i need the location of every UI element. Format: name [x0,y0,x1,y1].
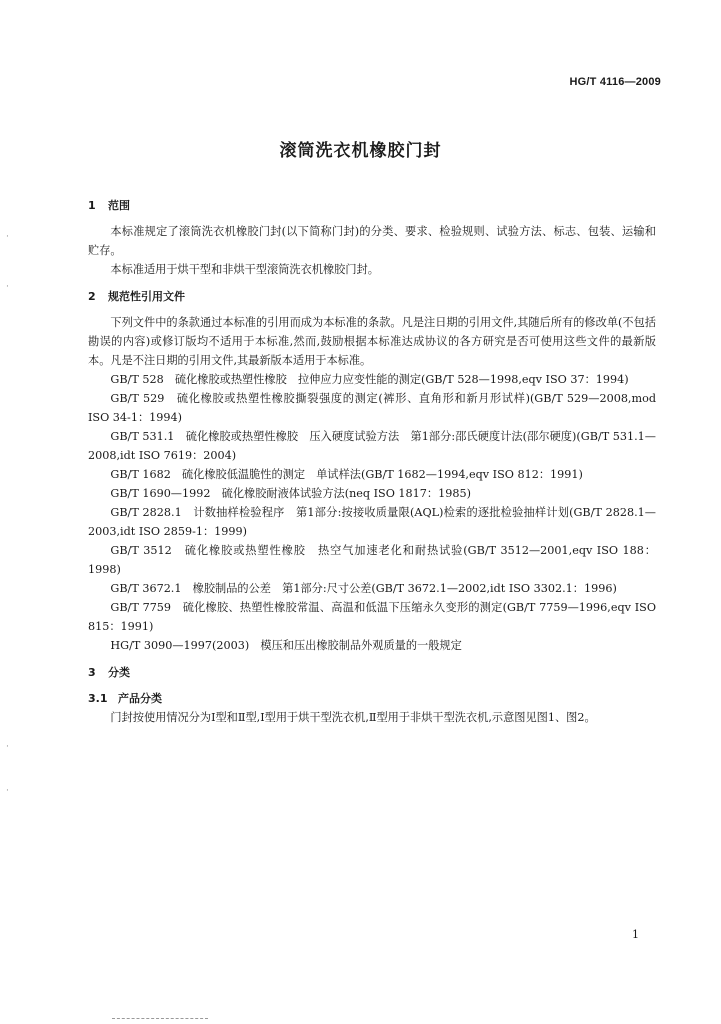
scan-margin-mark: · [6,786,9,796]
subsection-number: 3.1 [88,692,108,705]
scope-paragraph: 本标准规定了滚筒洗衣机橡胶门封(以下简称门封)的分类、要求、检验规则、试验方法、标志、包装、运输和贮存。 [88,225,656,257]
section-title: 范围 [108,199,130,212]
section-number: 3 [88,666,96,679]
page-number: 1 [632,928,639,941]
reference-item: GB/T 2828.1 计数抽样检验程序 第1部分:按接收质量限(AQL)检索的逐批检验抽样计划(GB/T 2828.1—2003,idt ISO 2859-1：1999) [88,506,656,538]
scan-edge-line [112,1018,208,1019]
document-title: 滚筒洗衣机橡胶门封 [279,141,442,161]
reference-item: GB/T 1682 硫化橡胶低温脆性的测定 单试样法(GB/T 1682—1994,eqv ISO 812：1991) [110,468,583,481]
scope-applicability-paragraph: 本标准适用于烘干型和非烘干型滚筒洗衣机橡胶门封。 [110,263,379,276]
reference-item: GB/T 1690—1992 硫化橡胶耐液体试验方法(neq ISO 1817：1985) [110,487,471,500]
normative-refs-intro: 下列文件中的条款通过本标准的引用而成为本标准的条款。凡是注日期的引用文件,其随后所有的修改单(不包括勘误的内容)或修订版均不适用于本标准,然而,鼓励根据本标准达成协议的各方研究是否可使用这些文件的最新版本。凡是不注日期的引用文件,其最新版本适用于本标准。 [88,316,656,367]
scan-margin-mark: · [6,232,9,242]
reference-item: HG/T 3090—1997(2003) 模压和压出橡胶制品外观质量的一般规定 [110,639,462,652]
product-classification-paragraph: 门封按使用情况分为Ⅰ型和Ⅱ型,Ⅰ型用于烘干型洗衣机,Ⅱ型用于非烘干型洗衣机,示意图见图1、图2。 [110,711,596,724]
section-number: 2 [88,290,96,303]
section-2-heading [88,287,656,306]
reference-item: GB/T 529 硫化橡胶或热塑性橡胶撕裂强度的测定(裤形、直角形和新月形试样)(GB/T 529—2008,mod ISO 34-1：1994) [88,392,656,424]
section-title: 分类 [108,666,130,679]
document-body [88,196,656,727]
reference-item: GB/T 7759 硫化橡胶、热塑性橡胶常温、高温和低温下压缩永久变形的测定(GB/T 7759—1996,eqv ISO 815：1991) [88,601,656,633]
section-3-heading [88,663,656,682]
section-1-heading [88,196,656,215]
standard-code: HG/T 4116—2009 [569,76,661,88]
reference-item: GB/T 528 硫化橡胶或热塑性橡胶 拉伸应力应变性能的测定(GB/T 528—1998,eqv ISO 37：1994) [110,373,629,386]
reference-item: GB/T 3512 硫化橡胶或热塑性橡胶 热空气加速老化和耐热试验(GB/T 3512—2001,eqv ISO 188：1998) [88,544,656,576]
scan-margin-mark: · [6,742,9,752]
subsection-3-1-heading [88,689,656,708]
section-number: 1 [88,199,96,212]
subsection-title: 产品分类 [118,692,162,705]
reference-item: GB/T 531.1 硫化橡胶或热塑性橡胶 压入硬度试验方法 第1部分:邵氏硬度计法(邵尔硬度)(GB/T 531.1—2008,idt ISO 7619：2004) [88,430,656,462]
reference-item: GB/T 3672.1 橡胶制品的公差 第1部分:尺寸公差(GB/T 3672.1—2002,idt ISO 3302.1：1996) [110,582,617,595]
section-title: 规范性引用文件 [108,290,185,303]
scan-margin-mark: · [6,282,9,292]
